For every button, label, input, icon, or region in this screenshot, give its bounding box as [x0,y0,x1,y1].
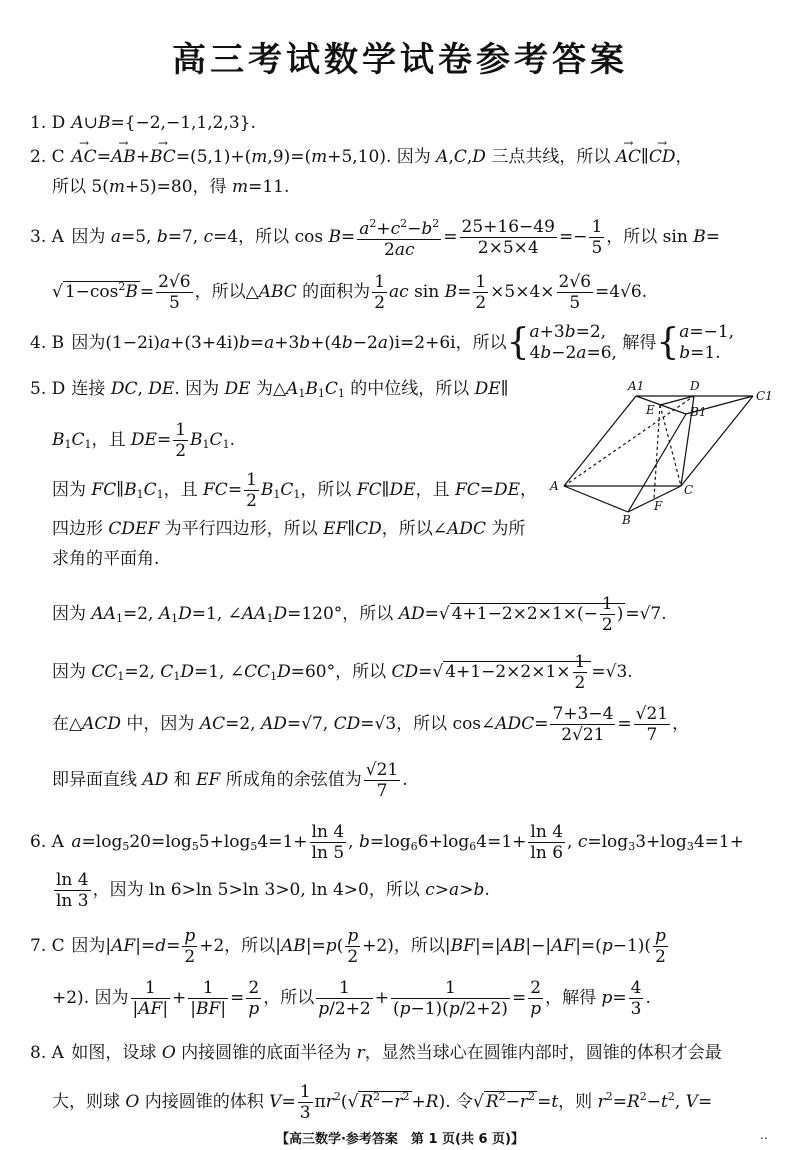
answer-text: 因为 $CC_1=2$, $C_1D=1$, $\angle CC_1D=60^\circ$，所以 CD=√ 4+1−2×2×1× $\frac{1}{2}$ =√3. [52,652,633,693]
figure-label: A [550,479,559,493]
answer-text: 在△ACD 中，因为 AC=2, AD=√7, CD=√3，所以 cos∠ADC= $\frac{7+3-4}{2√21}$ = $\frac{√21}{7}$ ， [52,704,690,745]
answer-text: → AC=→ AB+→ BC=(5,1)+(m,9)=(m+5,10). 因为 A,C,D 三点共线，所以 → AC∥→ CD， [71,147,692,167]
answer-number: 1. D [30,113,66,133]
answer-5-line-2 [52,420,235,461]
answer-3-line-1 [30,214,720,260]
answer-8-line-1 [30,1042,722,1064]
answer-number: 4. B [30,332,65,353]
answer-text: $B_1C_1$，且 DE= $\frac{1}{2}$ $B_1C_1$. [52,420,235,461]
answer-number: 3. A [30,226,64,247]
figure-label: B [622,513,631,527]
answer-text: 所以 5(m+5)=80，得 m=11. [52,177,290,197]
answer-7-line-1 [30,926,670,967]
answer-5-line-9 [52,760,408,801]
answer-number: 6. A [30,832,64,852]
answer-5-line-1 [30,378,509,405]
answer-number: 7. C [30,936,65,956]
answer-5-line-8 [52,704,689,745]
figure-label: C [684,483,694,497]
answer-text: $a=\log_520=\log_55+\log_54=1+$ $\frac{\ln 4}{\ln 5}$ , $b=\log_66+\log_64=1+$ $\frac{\ln 4}{\ln 6}$ , $c=\log_33+\log_34=1+$ [71,822,744,863]
answer-text: 四边形 CDEF 为平行四边形，所以 EF∥CD，所以∠ADC 为所 [52,519,526,539]
page-title: 高三考试数学试卷参考答案 [172,40,628,80]
answer-number: 8. A [30,1043,64,1063]
answer-text: 如图，设球 O 内接圆锥的底面半径为 r，显然当球心在圆锥内部时，圆锥的体积才会最 [71,1043,722,1063]
answer-5-line-4 [52,518,525,540]
answer-5-line-7 [52,652,633,693]
answer-text: 因为|AF|=d= $\frac{p}{2}$ +2，所以|AB|=p( $\frac{p}{2}$ +2)，所以|BF|=|AB|−|AF|=(p−1)( $\frac{p}{2}$ [71,926,666,967]
figure-label: C1 [756,389,773,403]
answer-text: A∪B={−2,−1,1,2,3}. [71,113,256,133]
answer-5-line-3 [52,470,537,511]
answer-3-line-2 [52,272,647,313]
answer-number: 2. C [30,147,65,167]
footer-mark: .. [760,1128,768,1142]
answer-text: 因为 a=5, b=7, c=4，所以 cos B= $\frac{a^2+c^2-b^2}{2ac}$ = $\frac{25+16-49}{2\times 5\times 4}$ =− $\frac{1}{5}$ ，所以 sin B= [71,227,720,247]
answer-6-line-1 [30,822,744,863]
figure-label: D [690,379,700,393]
figure-label: F [654,499,663,513]
answer-text: 即异面直线 AD 和 EF 所成角的余弦值为 $\frac{√21}{7}$ . [52,760,408,801]
answer-5-line-6 [52,594,667,635]
answer-text: 因为 $FC\parallel B_1C_1$，且 FC= $\frac{1}{2}$ $B_1C_1$，所以 FC∥DE，且 FC=DE， [52,470,538,511]
answer-text: 因为(1−2i)a+(3+4i)b=a+3b+(4b−2a)i=2+6i，所以{ a+3b=2, 4b−2a=6, 解得{ a=−1, b=1. [71,322,735,363]
figure-label: E [646,403,655,417]
answer-1 [30,112,256,134]
answer-2-line-1 [30,146,693,168]
answer-2-line-2 [52,176,289,198]
answer-text: √ $1-\cos^2B$ = $\frac{2√6}{5}$ ，所以△ABC 的面积为 $\frac{1}{2}$ ac sin B= $\frac{1}{2}$ ×5×4× $\frac{2√6}{5}$ =4√6. [52,272,648,313]
answer-7-line-2 [52,978,651,1019]
answer-4 [30,322,734,364]
answer-text: +2). 因为 $\frac{1}{|AF|}$ + $\frac{1}{|BF|}$ = $\frac{2}{p}$ ，所以 $\frac{1}{p/2+2}$ + $\frac{1}{(p-1)(p/2+2)}$ = $\frac{2}{p}$ ，解得 p= $\frac{4}{3}$ . [52,978,651,1019]
answer-number: 5. D [30,379,66,399]
prism-figure [548,376,773,527]
answer-text: 大，则球 O 内接圆锥的体积 V= $\frac{1}{3}$ $\pi r^2(√$ $R^2-r^2 +R$). 令√ $R^2-r^2 =t$，则 $r^2=R^2-t^2$, V= [52,1082,713,1123]
answer-text: 因为 $AA_1=2$, $A_1D=1$, $\angle AA_1D=120^\circ$，所以 AD=√ 4+1−2×2×1×(− $\frac{1}{2}$ ) =√7. [52,594,667,635]
answer-text: 连接 DC, DE. 因为 DE 为$\triangle A_1B_1C_1$ 的中位线，所以 DE∥ [71,379,509,400]
figure-label: B1 [690,405,707,419]
figure-label: A1 [628,379,645,393]
page-footer: 【高三数学·参考答案 第 1 页(共 6 页)】 [275,1132,525,1147]
answer-text: $\frac{\ln 4}{\ln 3}$ ，因为 ln 6>ln 5>ln 3>0, ln 4>0，所以 c>a>b. [56,870,490,911]
answer-8-line-2 [52,1082,712,1123]
answer-text: 求角的平面角. [52,549,160,569]
answer-6-line-2 [52,870,490,911]
answer-5-line-5 [52,548,159,570]
